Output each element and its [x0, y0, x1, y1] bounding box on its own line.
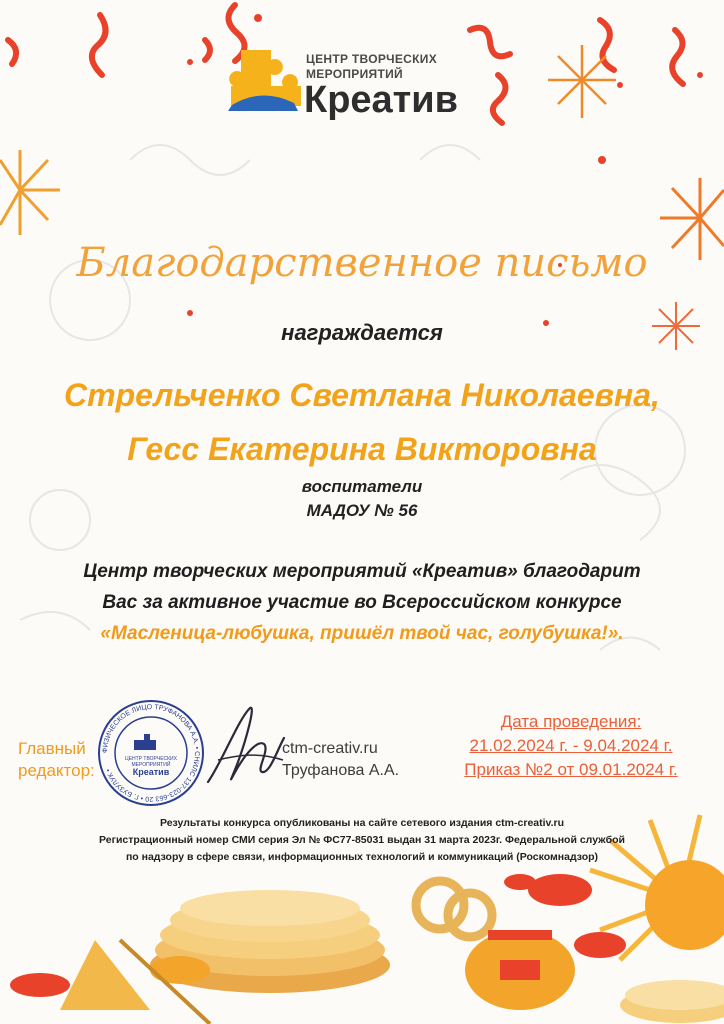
order-number: Приказ №2 от 09.01.2024 г. — [464, 760, 678, 779]
thanks-line-1: Центр творческих мероприятий «Креатив» благодарит — [83, 561, 641, 582]
editor-info — [282, 738, 399, 782]
official-stamp — [96, 698, 206, 808]
letter-title: Благодарственное письмо — [76, 240, 648, 286]
editor-label-line1: Главный — [18, 739, 86, 758]
editor-name: Труфанова А.А. — [282, 762, 400, 779]
recipient-names — [0, 368, 724, 476]
firework-top-right — [548, 45, 616, 118]
footer-line-3: по надзору в сфере связи, информационных технологий и коммуникаций (Роскомнадзор) — [125, 851, 599, 863]
svg-text:ФИЗИЧЕСКОЕ ЛИЦО ТРУФАНОВА А.А. — [102, 704, 200, 802]
stamp-ring-text: ФИЗИЧЕСКОЕ ЛИЦО ТРУФАНОВА А.А. • СНИЛС 137-023-663 20 • Г. БУЗУЛУК • — [101, 703, 201, 803]
recipient-position: воспитатели — [301, 477, 423, 496]
publication-footer — [0, 815, 724, 866]
logo-line1: ЦЕНТР ТВОРЧЕСКИХ — [306, 52, 437, 66]
stamp-inner-line1: ЦЕНТР ТВОРЧЕСКИХ — [125, 756, 177, 762]
recipient-line-1: Стрельченко Светлана Николаевна, — [64, 377, 660, 413]
bottom-pancakes-right — [620, 980, 724, 1023]
recipient-line-2: Гесс Екатерина Викторовна — [127, 431, 597, 467]
editor-site: ctm-creativ.ru — [282, 740, 378, 757]
editor-label-line2: редактор: — [18, 761, 95, 780]
footer-line-2: Регистрационный номер СМИ серия Эл № ФС77-85031 выдан 31 марта 2023г. Федеральной службой — [99, 834, 625, 846]
event-dates — [446, 710, 696, 782]
firework-left — [0, 150, 60, 235]
samovar — [465, 930, 575, 1010]
stamp-inner-brand: Креатив — [132, 767, 170, 777]
dates-range: 21.02.2024 г. - 9.04.2024 г. — [469, 736, 673, 755]
signature — [198, 700, 293, 795]
footer-line-1: Результаты конкурса опубликованы на сайте сетевого издания ctm-creativ.ru — [159, 817, 565, 829]
thanks-text — [0, 556, 724, 649]
puzzle-logo-icon — [226, 45, 306, 117]
awarded-label: награждается — [281, 320, 443, 345]
stamp-inner-line2: МЕРОПРИЯТИЙ — [131, 762, 171, 768]
thanks-line-2: Вас за активное участие во Всероссийском конкурсе — [102, 592, 622, 613]
recipient-organization: МАДОУ № 56 — [306, 501, 418, 520]
editor-label — [18, 738, 95, 782]
logo-line2: МЕРОПРИЯТИЙ — [306, 67, 403, 81]
contest-name: «Масленица-любушка, пришёл твой час, голубушка!». — [100, 623, 624, 644]
bagels — [416, 881, 492, 937]
logo-brand: Креатив — [304, 79, 459, 121]
dates-label: Дата проведения: — [500, 712, 642, 731]
